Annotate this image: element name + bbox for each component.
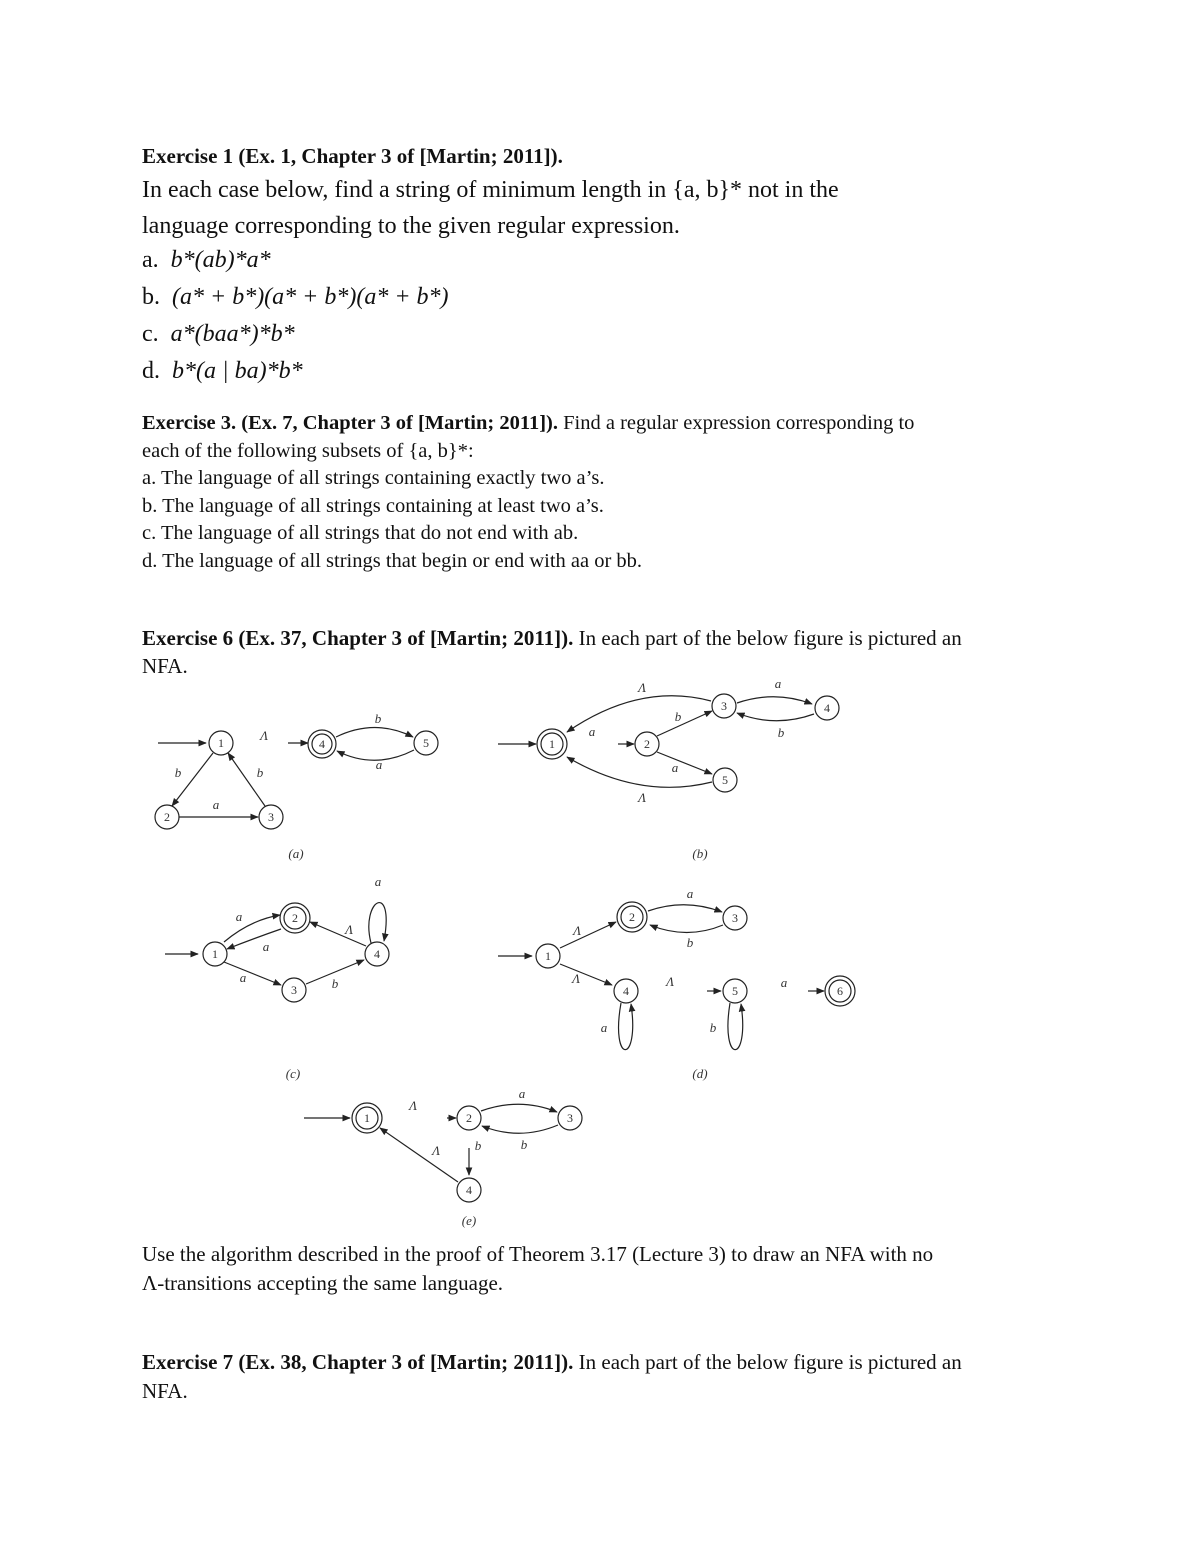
exercise-6-instructions bbox=[142, 1240, 1062, 1298]
nfa-b-edge-5-1 bbox=[567, 757, 712, 787]
nfa-b-edge-4-3 bbox=[737, 713, 814, 721]
exercise-7-line-2: NFA. bbox=[142, 1379, 188, 1403]
nfa-e-label-lambda-4-1: Λ bbox=[432, 1143, 440, 1158]
exercise-3-item-d: d. The language of all strings that begin or end with aa or bb. bbox=[142, 549, 643, 572]
nfa-b-edge-3-4 bbox=[737, 697, 812, 704]
nfa-c-state-1-label: 1 bbox=[212, 947, 218, 961]
nfa-a-label-lambda: Λ bbox=[260, 728, 268, 743]
nfa-b-label-lambda-bottom: Λ bbox=[638, 790, 646, 805]
nfa-d-label-b-loop: b bbox=[709, 1020, 717, 1035]
nfa-b-state-4-label: 4 bbox=[824, 701, 830, 715]
nfa-d-label-lambda-1-4: Λ bbox=[572, 971, 580, 986]
nfa-c-edge-4-2 bbox=[310, 922, 366, 946]
caption-c: (c) bbox=[285, 1066, 301, 1081]
nfa-b-label-b-4-3: b bbox=[777, 725, 785, 740]
nfa-a-label-b-top: b bbox=[374, 711, 382, 726]
nfa-e-label-a-2-3: a bbox=[518, 1086, 526, 1101]
caption-e: (e) bbox=[461, 1213, 477, 1228]
nfa-a-state-1-label: 1 bbox=[218, 736, 224, 750]
exercise-1-item-b: b. (a* + b*)(a* + b*)(a* + b*) bbox=[142, 284, 449, 310]
exercise-6-line-1: Exercise 6 (Ex. 37, Chapter 3 of [Martin; 2011]). In each part of the below figure is pictured an bbox=[142, 626, 962, 650]
nfa-b-label-b-2-3: b bbox=[674, 709, 682, 724]
nfa-d-label-a-2-3: a bbox=[686, 886, 694, 901]
nfa-b-label-a-1-2: a bbox=[588, 724, 596, 739]
nfa-d-edge-5-5 bbox=[728, 1003, 743, 1050]
nfa-b-state-3-label: 3 bbox=[721, 699, 727, 713]
nfa-a-state-5-label: 5 bbox=[423, 736, 429, 750]
nfa-c-state-2-label: 2 bbox=[292, 911, 298, 925]
nfa-b-state-2-label: 2 bbox=[644, 737, 650, 751]
nfa-b-label-a-2-5: a bbox=[671, 760, 679, 775]
nfa-a-label-b-left: b bbox=[174, 765, 182, 780]
exercise-7 bbox=[142, 1348, 1062, 1406]
nfa-b-label-lambda-top: Λ bbox=[638, 680, 646, 695]
nfa-d-edge-4-4 bbox=[619, 1003, 633, 1050]
exercise-3-item-b: b. The language of all strings containing at least two a’s. bbox=[142, 494, 604, 517]
exercise-1-item-a: a. b*(ab)*a* bbox=[142, 247, 271, 273]
nfa-d-state-3-label: 3 bbox=[732, 911, 738, 925]
nfa-d-edge-2-3 bbox=[648, 905, 722, 912]
nfa-e-state-2-label: 2 bbox=[466, 1111, 472, 1125]
exercise-1-heading: Exercise 1 (Ex. 1, Chapter 3 of [Martin; 2011]). bbox=[142, 144, 563, 168]
nfa-e-edge-2-3 bbox=[481, 1104, 557, 1112]
exercise-6-instruction-line-1: Use the algorithm described in the proof of Theorem 3.17 (Lecture 3) to draw an NFA with no bbox=[142, 1242, 934, 1266]
nfa-b-label-a-3-4: a bbox=[774, 676, 782, 691]
nfa-a-state-2-label: 2 bbox=[164, 810, 170, 824]
nfa-c-label-lambda-4-2: Λ bbox=[345, 922, 353, 937]
caption-b: (b) bbox=[692, 846, 708, 861]
exercise-1-item-c: c. a*(baa*)*b* bbox=[142, 321, 295, 347]
nfa-c-label-b-3-4: b bbox=[331, 976, 339, 991]
nfa-c-edge-1-2 bbox=[224, 915, 280, 942]
nfa-e-label-lambda-1-2: Λ bbox=[409, 1098, 417, 1113]
exercise-1-item-d: d. b*(a | ba)*b* bbox=[142, 358, 303, 384]
nfa-c-label-a-2-1: a bbox=[262, 939, 270, 954]
exercise-1-intro-line-2: language corresponding to the given regular expression. bbox=[142, 213, 680, 239]
nfa-d-label-b-3-2: b bbox=[686, 935, 694, 950]
nfa-c-label-a-loop: a bbox=[374, 874, 382, 889]
nfa-c-label-a-1-2: a bbox=[235, 909, 243, 924]
nfa-c-label-a-1-3: a bbox=[239, 970, 247, 985]
nfa-e-label-b-3-2: b bbox=[520, 1137, 528, 1152]
nfa-e bbox=[304, 1086, 582, 1228]
nfa-c-state-3-label: 3 bbox=[291, 983, 297, 997]
nfa-d-label-lambda-1-2: Λ bbox=[573, 923, 581, 938]
nfa-d-label-a-loop: a bbox=[600, 1020, 608, 1035]
nfa-d-state-1-label: 1 bbox=[545, 949, 551, 963]
nfa-c-edge-2-1 bbox=[227, 929, 281, 949]
nfa-d-edge-1-4 bbox=[560, 964, 612, 985]
exercise-3-line-1: Exercise 3. (Ex. 7, Chapter 3 of [Martin; 2011]). Find a regular expression corresponding to bbox=[142, 412, 915, 434]
nfa-a-edge-4-5 bbox=[336, 728, 413, 738]
exercise-6-instruction-line-2: Λ-transitions accepting the same language. bbox=[142, 1271, 504, 1295]
nfa-c-edge-4-4 bbox=[369, 903, 386, 943]
nfa-a-state-4-label: 4 bbox=[319, 737, 325, 751]
exercise-3-item-a: a. The language of all strings containing exactly two a’s. bbox=[142, 467, 605, 489]
nfa-c-state-4-label: 4 bbox=[374, 947, 380, 961]
nfa-d bbox=[498, 886, 855, 1081]
nfa-a-label-b-right: b bbox=[256, 765, 264, 780]
nfa-b-state-5-label: 5 bbox=[722, 773, 728, 787]
nfa-d-edge-3-2 bbox=[650, 925, 723, 933]
nfa-b bbox=[498, 676, 839, 861]
nfa-b-edge-2-3 bbox=[657, 711, 712, 736]
nfa-a-state-3-label: 3 bbox=[268, 810, 274, 824]
exercise-1-intro-line-1: In each case below, find a string of minimum length in {a, b}* not in the bbox=[142, 177, 839, 203]
nfa-d-state-2-label: 2 bbox=[629, 910, 635, 924]
nfa-a bbox=[155, 711, 438, 861]
nfa-d-state-4-label: 4 bbox=[623, 984, 629, 998]
exercise-3-heading: Exercise 3. (Ex. 7, Chapter 3 of [Martin; 2011]). bbox=[142, 412, 559, 434]
nfa-b-state-1-label: 1 bbox=[549, 737, 555, 751]
nfa-d-edge-1-2 bbox=[560, 922, 616, 948]
nfa-e-edge-4-1 bbox=[380, 1128, 458, 1182]
nfa-e-edge-3-2 bbox=[482, 1125, 558, 1133]
exercise-3-item-c: c. The language of all strings that do not end with ab. bbox=[142, 522, 579, 544]
nfa-c bbox=[165, 874, 389, 1081]
caption-d: (d) bbox=[692, 1066, 708, 1081]
exercise-3-line-2: each of the following subsets of {a, b}*: bbox=[142, 439, 474, 462]
nfa-c-edge-1-3 bbox=[224, 962, 281, 985]
exercise-7-line-1: Exercise 7 (Ex. 38, Chapter 3 of [Martin; 2011]). In each part of the below figure is pictured an bbox=[142, 1350, 962, 1374]
nfa-d-label-lambda-4-5: Λ bbox=[666, 974, 674, 989]
nfa-d-state-5-label: 5 bbox=[732, 984, 738, 998]
nfa-e-state-3-label: 3 bbox=[567, 1111, 573, 1125]
nfa-a-label-a-under: a bbox=[375, 757, 383, 772]
exercise-7-heading: Exercise 7 (Ex. 38, Chapter 3 of [Martin; 2011]). bbox=[142, 1350, 574, 1374]
nfa-e-state-1-label: 1 bbox=[364, 1111, 370, 1125]
nfa-a-label-a-bottom: a bbox=[212, 797, 220, 812]
nfa-e-label-b-2-4: b bbox=[474, 1138, 482, 1153]
nfa-d-label-a-5-6: a bbox=[780, 975, 788, 990]
nfa-b-edge-2-5 bbox=[657, 752, 712, 774]
caption-a: (a) bbox=[288, 846, 304, 861]
nfa-d-state-6-label: 6 bbox=[837, 984, 843, 998]
exercise-6-heading: Exercise 6 (Ex. 37, Chapter 3 of [Martin; 2011]). bbox=[142, 626, 574, 650]
exercise-6-line-2: NFA. bbox=[142, 654, 188, 678]
nfa-e-state-4-label: 4 bbox=[466, 1183, 472, 1197]
